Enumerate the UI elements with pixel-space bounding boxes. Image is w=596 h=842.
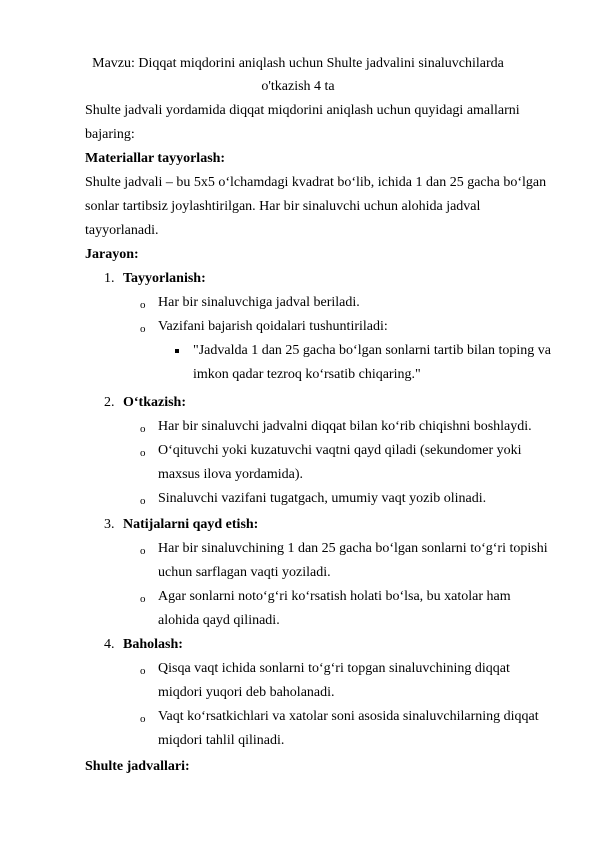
list-item-continuation: maxsus ilova yordamida). <box>158 467 304 482</box>
materials-line-1: Shulte jadvali – bu 5x5 oʻlchamdagi kvadrat boʻlib, ichida 1 dan 25 gacha boʻlgan <box>85 175 547 190</box>
list-item: Qisqa vaqt ichida sonlarni toʻgʻri topgan sinaluvchining diqqat <box>158 661 510 676</box>
circle-bullet-icon: o <box>140 665 146 677</box>
circle-bullet-icon: o <box>140 323 146 335</box>
sub-item-line-1: "Jadvalda 1 dan 25 gacha boʻlgan sonlarni tartib bilan toping va <box>193 343 551 358</box>
list-item: Agar sonlarni notoʻgʻri koʻrsatish holati boʻlsa, bu xatolar ham <box>158 589 511 604</box>
intro-line-2: bajaring: <box>85 127 135 142</box>
circle-bullet-icon: o <box>140 447 146 459</box>
sub-item-line-2: imkon qadar tezroq koʻrsatib chiqaring." <box>193 367 421 382</box>
step-number: 3. <box>104 517 115 532</box>
step-title-otkazish: Oʻtkazish: <box>123 395 186 410</box>
step-title-tayyorlanish: Tayyorlanish: <box>123 271 206 286</box>
list-item: Har bir sinaluvchining 1 dan 25 gacha boʻlgan sonlarni toʻgʻri topishi <box>158 541 548 556</box>
tables-heading: Shulte jadvallari: <box>85 759 190 774</box>
list-item-continuation: alohida qayd qilinadi. <box>158 613 280 628</box>
circle-bullet-icon: o <box>140 423 146 435</box>
process-heading: Jarayon: <box>85 247 139 262</box>
circle-bullet-icon: o <box>140 495 146 507</box>
list-item: Har bir sinaluvchi jadvalni diqqat bilan koʻrib chiqishni boshlaydi. <box>158 419 532 434</box>
materials-heading: Materiallar tayyorlash: <box>85 151 226 166</box>
circle-bullet-icon: o <box>140 545 146 557</box>
list-item-continuation: miqdori yuqori deb baholanadi. <box>158 685 335 700</box>
list-item-continuation: miqdori tahlil qilinadi. <box>158 733 285 748</box>
square-bullet-icon <box>175 349 179 353</box>
list-item: Sinaluvchi vazifani tugatgach, umumiy vaqt yozib olinadi. <box>158 491 487 506</box>
intro-line-1: Shulte jadvali yordamida diqqat miqdorini aniqlash uchun quyidagi amallarni <box>85 103 520 118</box>
list-item: Vazifani bajarish qoidalari tushuntiriladi: <box>158 319 388 334</box>
list-item: Har bir sinaluvchiga jadval beriladi. <box>158 295 360 310</box>
circle-bullet-icon: o <box>140 713 146 725</box>
title-line-2: o'tkazish 4 ta <box>261 79 335 94</box>
step-number: 4. <box>104 637 115 652</box>
step-number: 2. <box>104 395 115 410</box>
circle-bullet-icon: o <box>140 593 146 605</box>
circle-bullet-icon: o <box>140 299 146 311</box>
title-line-1: Mavzu: Diqqat miqdorini aniqlash uchun Shulte jadvalini sinaluvchilarda <box>92 56 504 71</box>
step-number: 1. <box>104 271 115 286</box>
list-item-continuation: uchun sarflagan vaqti yoziladi. <box>158 565 331 580</box>
list-item: Oʻqituvchi yoki kuzatuvchi vaqtni qayd qiladi (sekundomer yoki <box>158 443 522 458</box>
materials-line-3: tayyorlanadi. <box>85 223 159 238</box>
materials-line-2: sonlar tartibsiz joylashtirilgan. Har bir sinaluvchi uchun alohida jadval <box>85 199 481 214</box>
list-item: Vaqt koʻrsatkichlari va xatolar soni asosida sinaluvchilarning diqqat <box>158 709 539 724</box>
step-title-baholash: Baholash: <box>123 637 183 652</box>
step-title-natijalar: Natijalarni qayd etish: <box>123 517 259 532</box>
